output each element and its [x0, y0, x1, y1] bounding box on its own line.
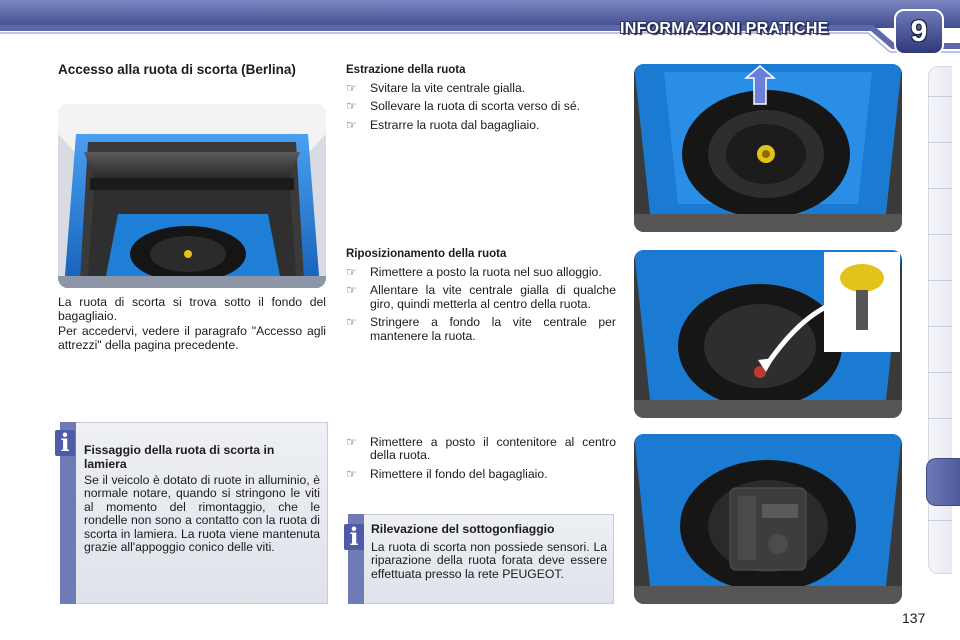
side-tab-divider [928, 234, 952, 235]
chapter-tab-active[interactable] [926, 458, 960, 506]
hand-pointer-icon: ☞ [346, 466, 357, 481]
side-tab-divider [928, 418, 952, 419]
side-tab-divider [928, 326, 952, 327]
info-icon: i [55, 430, 75, 456]
side-tab-divider [928, 188, 952, 189]
extraction-steps [346, 82, 616, 137]
info-box-title: Fissaggio della ruota di scorta in lamiera [84, 443, 275, 471]
hand-pointer-icon: ☞ [346, 435, 357, 449]
hand-pointer-icon: ☞ [346, 81, 357, 95]
side-tab-divider [928, 142, 952, 143]
trunk-photo [58, 104, 326, 288]
final-steps [346, 436, 616, 486]
side-tab-divider [928, 96, 952, 97]
chapter-number: 9 [910, 15, 928, 48]
info-box-title: Rilevazione del sottogonfiaggio [371, 522, 555, 536]
list-item: ☞ Allentare la vite centrale gialla di qualche giro, quindi metterla al centro della ruota. [346, 283, 616, 311]
hand-pointer-icon: ☞ [346, 315, 357, 330]
hand-pointer-icon: ☞ [346, 283, 357, 298]
extraction-title: Estrazione della ruota [346, 64, 466, 76]
page-number: 137 [902, 610, 926, 626]
list-item: ☞ Stringere a fondo la vite centrale per mantenere la ruota. [346, 315, 616, 343]
info-icon: i [344, 524, 364, 550]
side-tab-divider [928, 520, 952, 521]
spare-wheel-repositioning-photo [634, 250, 902, 418]
list-item: ☞ Svitare la vite centrale gialla. [346, 81, 526, 95]
list-item: ☞ Sollevare la ruota di scorta verso di sé. [346, 99, 580, 114]
page-header [0, 0, 960, 58]
intro-paragraph-2: Per accedervi, vedere il paragrafo "Accesso agli attrezzi" della pagina precedente. [58, 324, 326, 352]
list-item: ☞ Estrarre la ruota dal bagagliaio. [346, 117, 540, 132]
tool-container-photo [634, 434, 902, 604]
side-tab-divider [928, 372, 952, 373]
hand-pointer-icon: ☞ [346, 117, 357, 132]
repositioning-steps [346, 266, 616, 348]
side-tab-divider [928, 280, 952, 281]
spare-wheel-extraction-photo [634, 64, 902, 232]
chapter-title: INFORMAZIONI PRATICHE [620, 20, 829, 37]
section-title: Accesso alla ruota di scorta (Berlina) [58, 62, 296, 77]
repositioning-title: Riposizionamento della ruota [346, 248, 507, 260]
hand-pointer-icon: ☞ [346, 265, 357, 279]
hand-pointer-icon: ☞ [346, 99, 357, 114]
list-item: ☞ Rimettere a posto il contenitore al centro della ruota. [346, 435, 616, 463]
info-box-text: Se il veicolo è dotato di ruote in alluminio, è normale notare, quando si stringono le viti al momento del rimontaggio, che le rondelle non sono a contatto con la ruota di scorta in lamiera. La ruota viene mantenuta grazie all'appoggio conico delle viti. [84, 473, 320, 555]
intro-paragraph-1: La ruota di scorta si trova sotto il fondo del bagagliaio. [58, 295, 326, 323]
info-box-text: La ruota di scorta non possiede sensori. La riparazione della ruota forata deve essere effettuata presso la rete PEUGEOT. [371, 540, 607, 581]
list-item: ☞ Rimettere a posto la ruota nel suo alloggio. [346, 265, 602, 279]
list-item: ☞ Rimettere il fondo del bagagliaio. [346, 466, 548, 481]
